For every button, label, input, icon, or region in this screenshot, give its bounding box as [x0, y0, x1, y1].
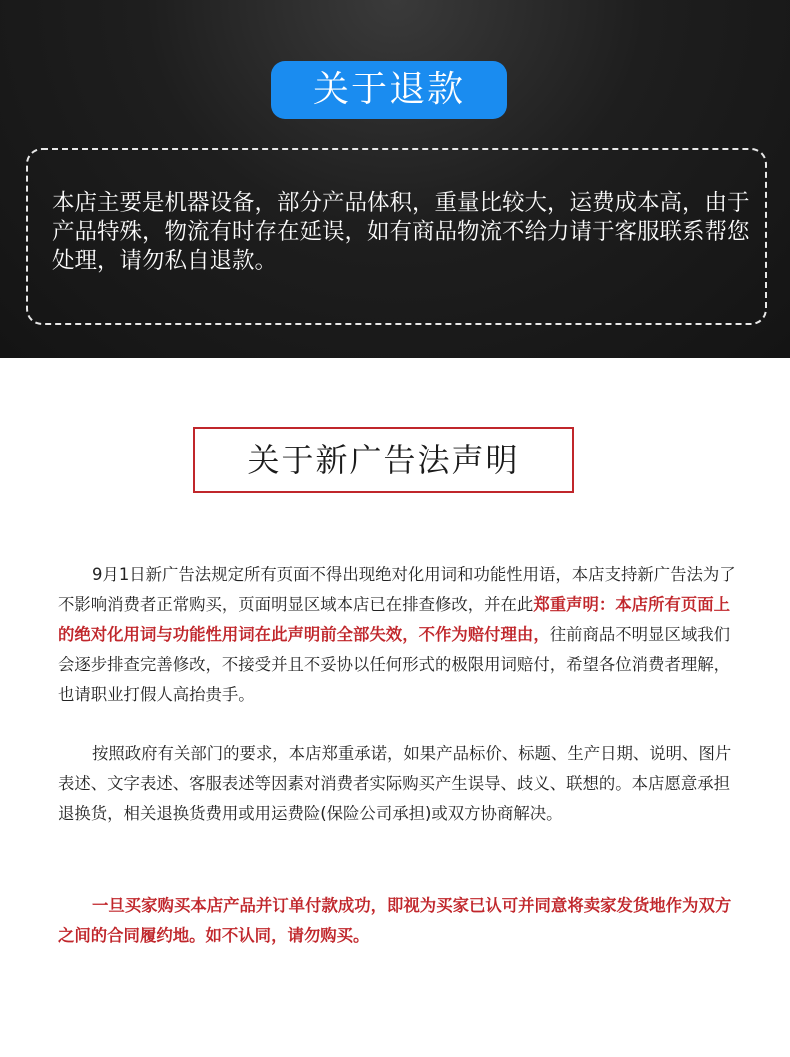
ad-law-p3-text: 一旦买家购买本店产品并订单付款成功，即视为买家已认可并同意将卖家发货地作为双方之间的合同履约地。如不认同，请勿购买。: [58, 896, 732, 945]
ad-law-title-box: [193, 427, 574, 493]
refund-title-badge: 关于退款: [271, 61, 507, 119]
refund-notice-text: 本店主要是机器设备，部分产品体积，重量比较大，运费成本高，由于产品特殊，物流有时存在延误，如有商品物流不给力请于客服联系帮您处理，请勿私自退款。: [52, 190, 750, 274]
ad-law-paragraph-2: [58, 739, 738, 829]
ad-law-p2-text: 按照政府有关部门的要求，本店郑重承诺，如果产品标价、标题、生产日期、说明、图片表述、文字表述、客服表述等因素对消费者实际购买产生误导、歧义、联想的。本店愿意承担退换货，相关退换货费用或用运费险(保险公司承担)或双方协商解决。: [58, 744, 732, 823]
refund-notice-box: [26, 148, 767, 325]
ad-law-p1-text-b: 往前商品不明显区域我们会逐步排查完善修改，不接受并且不妥协以任何形式的极限用词赔付，希望各位消费者理解，也请职业打假人高抬贵手。: [58, 625, 731, 704]
ad-law-p1-text-a: 9月1日新广告法规定所有页面不得出现绝对化用词和功能性用语，本店支持新广告法为了不影响消费者正常购买，页面明显区域本店已在排查修改，并在此: [58, 565, 736, 614]
ad-law-p1-highlight: 郑重声明：本店所有页面上的绝对化用词与功能性用词在此声明前全部失效，不作为赔付理由，: [58, 595, 731, 644]
ad-law-paragraph-1: [58, 560, 738, 710]
refund-section: [0, 0, 790, 358]
ad-law-title: 关于新广告法声明: [247, 441, 520, 479]
ad-law-paragraph-3: [58, 891, 738, 951]
